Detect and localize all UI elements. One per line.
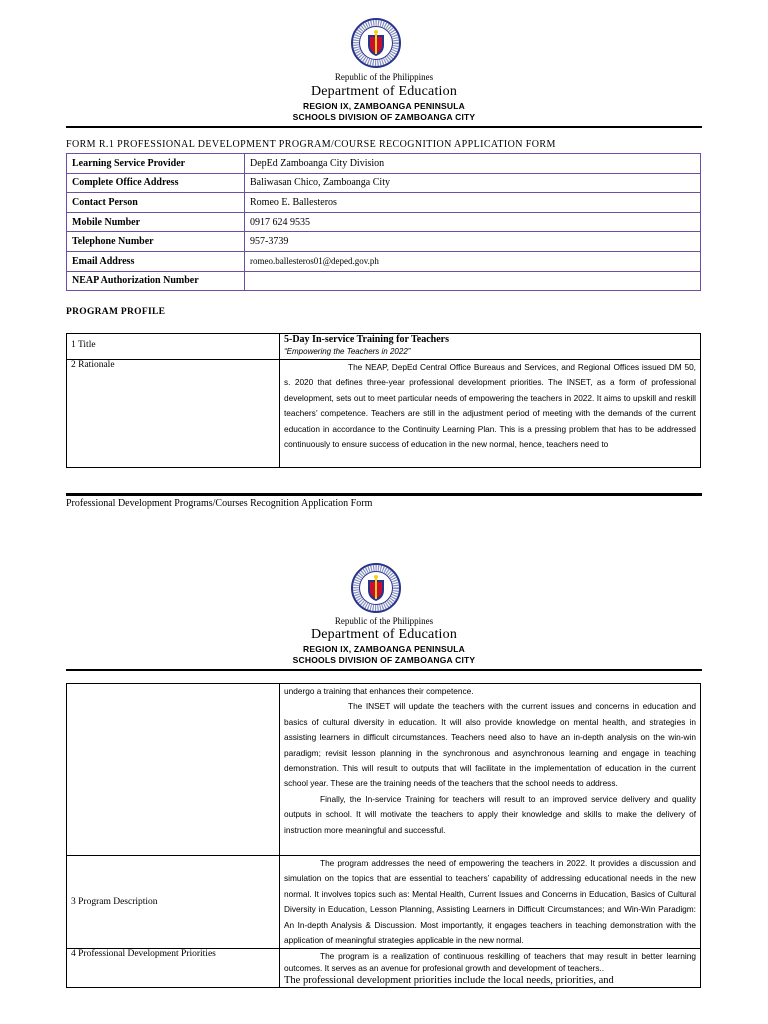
- table-row: [67, 684, 701, 856]
- priorities-cell: [280, 949, 701, 988]
- table-row: [67, 856, 701, 949]
- title-sub: “Empowering the Teachers in 2022”: [284, 347, 411, 356]
- rationale-paragraph-3: Finally, the In-service Training for teachers will result to an improved service delivery and quality outputs in school. It will motivate the teachers to apply their knowledge and skills to make the delivery of instruction more meaningful and successful.: [284, 793, 696, 835]
- program-profile-table-continued: [66, 683, 701, 988]
- info-label: Complete Office Address: [67, 173, 245, 193]
- table-row: [67, 173, 701, 193]
- info-label: Learning Service Provider: [67, 154, 245, 174]
- page-footer: Professional Development Programs/Courses Recognition Application Form: [66, 498, 373, 509]
- region-name: REGION IX, ZAMBOANGA PENINSULA: [303, 101, 465, 111]
- table-row: [67, 193, 701, 213]
- department-name: Department of Education: [310, 84, 458, 99]
- table-row: [67, 251, 701, 271]
- rationale-paragraph-2: The INSET will update the teachers with the current issues and concerns in education and basics of cultural diversity in education. It will also provide knowledge on mental health, and strategies in assisting learners in difficult circumstances. Teachers need also to have an in-depth analysis on the win-win paradigm; revisit lesson planning in the synchronous and asynchronous learning and engage in teaching demonstration. This will result to outputs that will facilitate in the implementation of education in the current school year. These are the training needs of the teachers that the school needs to address.: [284, 701, 696, 789]
- republic-line: Republic of the Philippines: [334, 616, 434, 626]
- deped-seal-icon: [351, 18, 401, 68]
- info-label: Contact Person: [67, 193, 245, 213]
- priorities-text: The program is a realization of continuous reskilling of teachers that may result in better learning outcomes. It serves as an avenue for profesional growth and development of teachers..: [284, 951, 696, 973]
- deped-seal-icon: [351, 563, 401, 613]
- form-title: FORM R.1 PROFESSIONAL DEVELOPMENT PROGRAM/COURSE RECOGNITION APPLICATION FORM: [66, 139, 556, 150]
- info-label: Email Address: [67, 251, 245, 271]
- rationale-cell: [280, 360, 701, 468]
- info-label: NEAP Authorization Number: [67, 271, 245, 291]
- header-divider: [66, 126, 702, 128]
- description-cell: [280, 856, 701, 949]
- info-value: [245, 271, 701, 291]
- title-main: 5-Day In-service Training for Teachers: [284, 334, 449, 345]
- table-row: [67, 949, 701, 988]
- department-name: Department of Education: [310, 627, 458, 642]
- description-text: The program addresses the need of empowering the teachers in 2022. It provides a discussion and simulation on the topics that are essential to teachers’ capability of addressing educational needs in the new normal. It involves topics such as: Mental Health, Current Issues and Concerns in Education, Basics of Cultural Diversity in Education, Lesson Planning, Assisting Learners in Difficult Circumstances; and Win-Win Paradigm: An In-depth Analysis & Discussion. Most importantly, it engages teachers in teaching demonstration with the application of meaningful strategies applicable in the new normal.: [284, 858, 696, 946]
- rationale-label: 2 Rationale: [67, 360, 280, 468]
- description-label: 3 Program Description: [67, 856, 280, 949]
- info-value: romeo.ballesteros01@deped.gov.ph: [245, 251, 701, 271]
- info-label: Telephone Number: [67, 232, 245, 252]
- info-value: Romeo E. Ballesteros: [245, 193, 701, 213]
- rationale-label-blank: [67, 684, 280, 856]
- rationale-text: The NEAP, DepEd Central Office Bureaus and Services, and Regional Offices issued DM 50, s. 2020 that defines three-year professional development priorities. The INSET, as a form of professional development, sets out to meet particular needs of empowering the teachers in 2022. It aims to upskill and reskill teachers’ competence. Teachers are still in the adjustment period of meeting with the demands of the current education in accordance to the Continuity Learning Plan. This is a pressing problem that has to be addressed continuously to ensure success of education in the new normal, hence, teachers need to: [284, 362, 696, 450]
- table-row: [67, 154, 701, 174]
- rationale-cell: [280, 684, 701, 856]
- info-value: 957-3739: [245, 232, 701, 252]
- rationale-continued: undergo a training that enhances their competence.: [284, 686, 474, 696]
- republic-line: Republic of the Philippines: [334, 72, 434, 82]
- info-value: 0917 624 9535: [245, 212, 701, 232]
- info-value: DepEd Zamboanga City Division: [245, 154, 701, 174]
- table-row: [67, 232, 701, 252]
- division-name: SCHOOLS DIVISION OF ZAMBOANGA CITY: [292, 655, 476, 665]
- table-row: [67, 212, 701, 232]
- title-label: 1 Title: [67, 334, 280, 360]
- program-profile-heading: PROGRAM PROFILE: [66, 307, 166, 317]
- table-row: [67, 271, 701, 291]
- division-name: SCHOOLS DIVISION OF ZAMBOANGA CITY: [292, 112, 476, 122]
- region-name: REGION IX, ZAMBOANGA PENINSULA: [303, 644, 465, 654]
- priorities-label: 4 Professional Development Priorities: [67, 949, 280, 988]
- title-cell: [280, 334, 701, 360]
- page-footer-rule: [66, 493, 702, 496]
- priorities-text-2: The professional development priorities include the local needs, priorities, and: [284, 975, 614, 987]
- provider-info-table: [66, 153, 701, 291]
- info-label: Mobile Number: [67, 212, 245, 232]
- header-divider: [66, 669, 702, 671]
- table-row: [67, 360, 701, 468]
- info-value: Baliwasan Chico, Zamboanga City: [245, 173, 701, 193]
- table-row: [67, 334, 701, 360]
- program-profile-table: [66, 333, 701, 468]
